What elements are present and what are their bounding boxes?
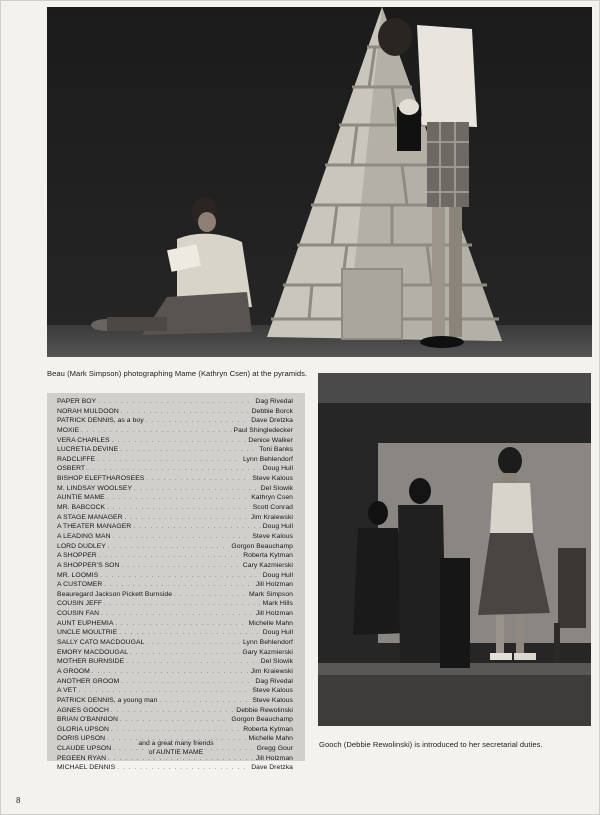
cast-row bbox=[57, 551, 293, 561]
cast-row bbox=[57, 455, 293, 465]
cast-role: CLAUDE UPSON bbox=[57, 745, 112, 753]
cast-row bbox=[57, 426, 293, 436]
leader-dots bbox=[111, 726, 241, 736]
cast-role: COUSIN FAN bbox=[57, 610, 100, 618]
leader-dots bbox=[108, 755, 254, 765]
cast-role: MR. BABCOCK bbox=[57, 504, 106, 512]
cast-actor: Steve Kalous bbox=[252, 475, 293, 483]
cast-row bbox=[57, 667, 293, 677]
cast-row bbox=[57, 599, 293, 609]
cast-actor: Jim Kraiewski bbox=[250, 513, 293, 521]
cast-actor: Dave Dretzka bbox=[251, 764, 293, 772]
cast-row bbox=[57, 657, 293, 667]
leader-dots bbox=[107, 504, 251, 514]
cast-actor: Doug Hull bbox=[262, 523, 293, 531]
leader-dots bbox=[104, 600, 261, 610]
leader-dots bbox=[112, 437, 247, 447]
cast-row bbox=[57, 763, 293, 773]
cast-actor: Gorgon Beauchamp bbox=[231, 716, 293, 724]
cast-actor: Steve Kalous bbox=[252, 687, 293, 695]
photo-pyramid-illustration bbox=[47, 7, 592, 357]
cast-role: ANOTHER GROOM bbox=[57, 677, 120, 685]
cast-actor: Toni Banks bbox=[259, 446, 293, 454]
cast-row bbox=[57, 474, 293, 484]
caption-top-photo: Beau (Mark Simpson) photographing Mame (Kathryn Csen) at the pyramids. bbox=[47, 369, 308, 378]
cast-actor: Jim Kraiewski bbox=[250, 667, 293, 675]
cast-role: A GROOM bbox=[57, 667, 90, 675]
cast-row bbox=[57, 590, 293, 600]
cast-role: A VET bbox=[57, 687, 77, 695]
cast-role: DORIS UPSON bbox=[57, 735, 106, 743]
cast-row bbox=[57, 407, 293, 417]
leader-dots bbox=[126, 658, 259, 668]
cast-actor: Jill Holzman bbox=[255, 754, 293, 762]
leader-dots bbox=[120, 446, 257, 456]
cast-role: AGNES GOOCH bbox=[57, 706, 109, 714]
cast-row bbox=[57, 686, 293, 696]
leader-dots bbox=[100, 572, 260, 582]
leader-dots bbox=[133, 523, 260, 533]
cast-actor: Lynn Behlendorf bbox=[242, 455, 293, 463]
cast-role: VERA CHARLES bbox=[57, 436, 110, 444]
leader-dots bbox=[113, 533, 251, 543]
cast-actor: Steve Kalous bbox=[252, 696, 293, 704]
cast-actor: Doug Hull bbox=[262, 629, 293, 637]
cast-actor: Mark Hills bbox=[262, 600, 293, 608]
leader-dots bbox=[120, 716, 229, 726]
cast-footer-line2: of AUNTIE MAME bbox=[148, 749, 204, 756]
leader-dots bbox=[121, 678, 253, 688]
cast-actor: Dave Dretzka bbox=[251, 417, 293, 425]
cast-footer-line1: and a great many friends bbox=[138, 740, 214, 747]
cast-role: GLORIA UPSON bbox=[57, 725, 109, 733]
cast-role: A THEATER MANAGER bbox=[57, 523, 132, 531]
cast-actor: Cary Kazmierski bbox=[242, 561, 293, 569]
cast-actor: Lynn Behlendorf bbox=[242, 639, 293, 647]
cast-role: PATRICK DENNIS, a young man bbox=[57, 696, 158, 704]
cast-actor: Dag Rivedal bbox=[255, 677, 293, 685]
cast-actor: Doug Hull bbox=[262, 465, 293, 473]
cast-row bbox=[57, 436, 293, 446]
cast-role: M. LINDSAY WOOLSEY bbox=[57, 484, 133, 492]
cast-role: COUSIN JEFF bbox=[57, 600, 103, 608]
cast-actor: Debbie Rewolinski bbox=[236, 706, 293, 714]
cast-role: UNCLE MOULTRIE bbox=[57, 629, 118, 637]
cast-role: MICHAEL DENNIS bbox=[57, 764, 116, 772]
cast-actor: Mark Simpson bbox=[248, 590, 293, 598]
leader-dots bbox=[146, 639, 241, 649]
cast-row bbox=[57, 696, 293, 706]
cast-row bbox=[57, 464, 293, 474]
cast-role: NORAH MULDOON bbox=[57, 407, 119, 415]
cast-row bbox=[57, 522, 293, 532]
cast-actor: Roberta Kytman bbox=[243, 552, 293, 560]
cast-row bbox=[57, 706, 293, 716]
cast-role: PATRICK DENNIS, as a boy bbox=[57, 417, 144, 425]
leader-dots bbox=[108, 543, 229, 553]
cast-actor: Del Slowik bbox=[260, 484, 293, 492]
cast-actor: Jill Holzman bbox=[255, 581, 293, 589]
cast-role: LORD DUDLEY bbox=[57, 542, 106, 550]
cast-row bbox=[57, 715, 293, 725]
cast-row bbox=[57, 725, 293, 735]
cast-row bbox=[57, 648, 293, 658]
cast-role: MR. LOOMIS bbox=[57, 571, 99, 579]
cast-actor: Gary Kazmierski bbox=[242, 648, 293, 656]
cast-actor: Doug Hull bbox=[262, 571, 293, 579]
cast-actor: Del Slowik bbox=[260, 658, 293, 666]
leader-dots bbox=[125, 514, 249, 524]
cast-actor: Gregg Gour bbox=[256, 745, 293, 753]
leader-dots bbox=[121, 562, 240, 572]
cast-actor: Denice Walker bbox=[248, 436, 293, 444]
leader-dots bbox=[107, 494, 249, 504]
cast-role: BISHOP ELEFTHAROSEES bbox=[57, 475, 145, 483]
cast-role: SALLY CATO MACDOUGAL bbox=[57, 639, 145, 647]
cast-role: MOTHER BURNSIDE bbox=[57, 658, 125, 666]
page-number: 8 bbox=[16, 796, 21, 805]
cast-role: MOXIE bbox=[57, 426, 80, 434]
cast-list bbox=[57, 397, 293, 773]
cast-role: PAPER BOY bbox=[57, 398, 97, 405]
photo-gooch-illustration bbox=[318, 373, 591, 726]
cast-list-box bbox=[47, 393, 305, 772]
cast-row bbox=[57, 677, 293, 687]
cast-actor: Roberta Kytman bbox=[243, 725, 293, 733]
cast-row bbox=[57, 580, 293, 590]
cast-role: EMORY MACDOUGAL bbox=[57, 648, 129, 656]
cast-role: A SHOPPER bbox=[57, 552, 97, 560]
cast-row bbox=[57, 513, 293, 523]
cast-role: RADCLIFFE bbox=[57, 455, 96, 463]
cast-actor: Dag Rivedal bbox=[255, 398, 293, 405]
leader-dots bbox=[134, 485, 259, 495]
cast-role: AUNT EUPHEMIA bbox=[57, 619, 114, 627]
cast-row bbox=[57, 628, 293, 638]
cast-row bbox=[57, 638, 293, 648]
leader-dots bbox=[130, 649, 240, 659]
cast-row bbox=[57, 609, 293, 619]
cast-row bbox=[57, 397, 293, 407]
leader-dots bbox=[97, 456, 241, 466]
photo-gooch-scene bbox=[318, 373, 591, 726]
cast-role: A LEADING MAN bbox=[57, 532, 111, 540]
cast-row bbox=[57, 532, 293, 542]
cast-role: Beauregard Jackson Pickett Burnside bbox=[57, 590, 173, 598]
cast-row bbox=[57, 571, 293, 581]
cast-actor: Gorgon Beauchamp bbox=[231, 542, 293, 550]
cast-role: A STAGE MANAGER bbox=[57, 513, 123, 521]
cast-role: PEGEEN RYAN bbox=[57, 754, 107, 762]
cast-actor: Jill Holzman bbox=[255, 610, 293, 618]
cast-role: AUNTIE MAME bbox=[57, 494, 105, 502]
leader-dots bbox=[98, 398, 253, 408]
cast-row bbox=[57, 619, 293, 629]
leader-dots bbox=[174, 591, 247, 601]
cast-row bbox=[57, 445, 293, 455]
cast-actor: Debbie Borck bbox=[251, 407, 293, 415]
cast-row bbox=[57, 503, 293, 513]
photo-pyramid-scene bbox=[47, 7, 592, 357]
leader-dots bbox=[146, 475, 250, 485]
cast-row bbox=[57, 561, 293, 571]
cast-actor: Kathryn Csen bbox=[251, 494, 293, 502]
cast-role: LUCRETIA DEVINE bbox=[57, 446, 119, 454]
cast-actor: Scott Conrad bbox=[252, 504, 293, 512]
cast-actor: Steve Kalous bbox=[252, 532, 293, 540]
cast-role: A SHOPPER'S SON bbox=[57, 561, 120, 569]
cast-row bbox=[57, 493, 293, 503]
cast-role: A CUSTOMER bbox=[57, 581, 103, 589]
cast-actor: Michelle Mahn bbox=[248, 735, 293, 743]
cast-role: OSBERT bbox=[57, 465, 86, 473]
leader-dots bbox=[111, 707, 234, 717]
caption-right-photo: Gooch (Debbie Rewolinski) is introduced to her secretarial duties. bbox=[319, 740, 543, 749]
leader-dots bbox=[99, 552, 241, 562]
leader-dots bbox=[117, 764, 249, 774]
cast-actor: Paul Shingledecker bbox=[233, 426, 293, 434]
leader-dots bbox=[115, 620, 246, 630]
cast-row bbox=[57, 416, 293, 426]
leader-dots bbox=[101, 610, 254, 620]
cast-role: BRIAN O'BANNION bbox=[57, 716, 118, 724]
cast-row bbox=[57, 484, 293, 494]
cast-row bbox=[57, 542, 293, 552]
cast-actor: Michelle Mahn bbox=[248, 619, 293, 627]
